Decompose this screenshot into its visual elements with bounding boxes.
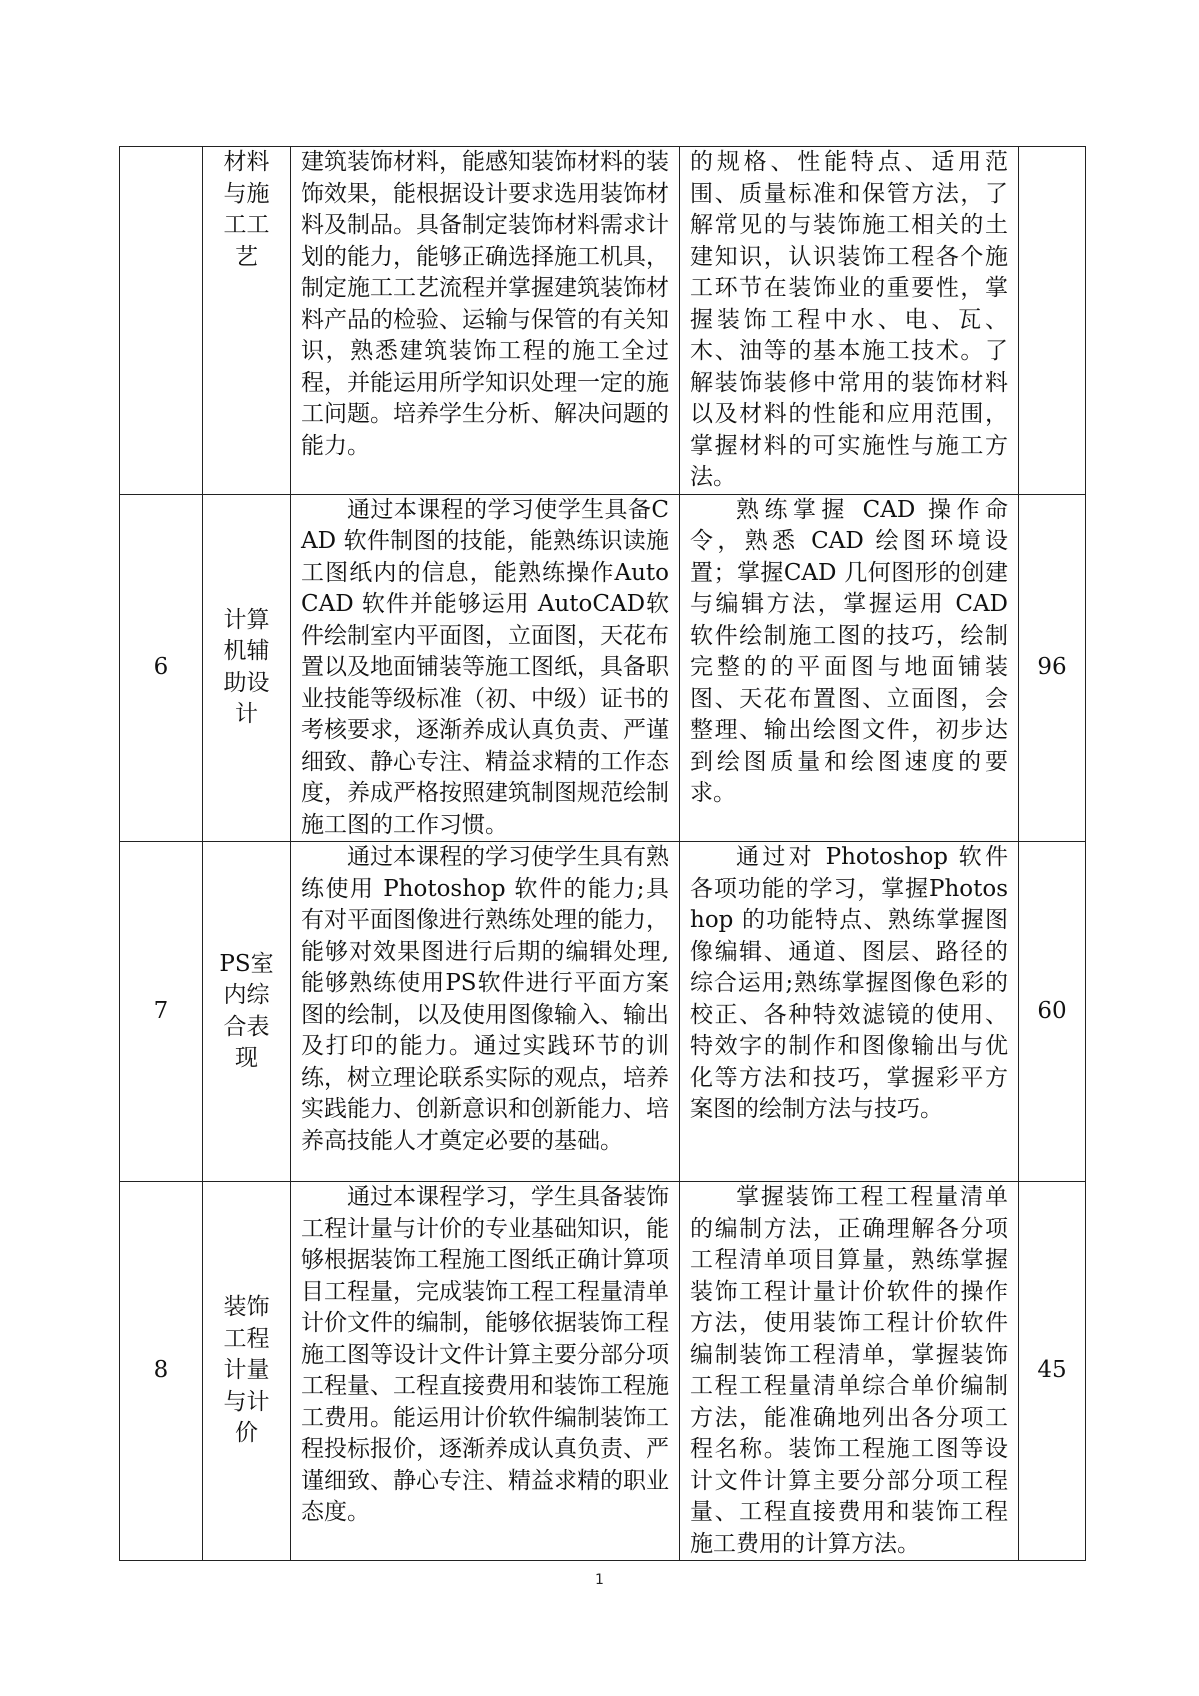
course-hours: 96 xyxy=(1019,494,1086,842)
course-name: PS室内综合表现 xyxy=(219,950,274,1071)
course-goal: 通过本课程的学习使学生具备CAD 软件制图的技能，能熟练识读施工图纸内的信息，能熟练操作AutoCAD 软件并能够运用 AutoCAD软件绘制室内平面图，立面图，天花布置以及地面铺装等施工图纸，具备职业技能等级标准（初、中级）证书的考核要求，逐渐养成认真负责、严谨细致、静心专注、精益求精的工作态度，养成严格按照建筑制图规范绘制施工图的工作习惯。 xyxy=(301,496,669,838)
course-content-cell xyxy=(680,147,1019,495)
table-row xyxy=(120,1182,1086,1561)
course-name: 装饰工程计量与计价 xyxy=(223,1294,270,1447)
table-row xyxy=(120,494,1086,842)
course-table xyxy=(119,146,1086,1561)
course-content: 的规格、性能特点、适用范围、质量标准和保管方法，了解常见的与装饰施工相关的土建知识，认识装饰工程各个施工环节在装饰业的重要性，掌握装饰工程中水、电、瓦、木、油等的基本施工技术。了解装饰装修中常用的装饰材料以及材料的性能和应用范围，掌握材料的可实施性与施工方法。 xyxy=(690,149,1008,490)
course-hours xyxy=(1019,147,1086,495)
course-number: 8 xyxy=(120,1182,203,1561)
course-content-cell xyxy=(680,1182,1019,1561)
course-goal: 建筑装饰材料，能感知装饰材料的装饰效果，能根据设计要求选用装饰材料及制品。具备制定装饰材料需求计划的能力，能够正确选择施工机具，制定施工工艺流程并掌握建筑装饰材料产品的检验、运输与保管的有关知识，熟悉建筑装饰工程的施工全过程，并能运用所学知识处理一定的施工问题。培养学生分析、解决问题的能力。 xyxy=(301,149,669,459)
course-goal-cell xyxy=(291,1182,680,1561)
course-name: 材料与施工工艺 xyxy=(223,149,270,270)
course-name-cell xyxy=(203,1182,291,1561)
course-content: 熟练掌握 CAD 操作命令，熟悉 CAD 绘图环境设置；掌握CAD 几何图形的创建与编辑方法，掌握运用 CAD 软件绘制施工图的技巧，绘制完整的的平面图与地面铺装图、天花布置图、立面图，会整理、输出绘图文件，初步达到绘图质量和绘图速度的要求。 xyxy=(690,496,1008,806)
course-name-cell xyxy=(203,494,291,842)
course-content-cell xyxy=(680,842,1019,1182)
course-name: 计算机辅助设计 xyxy=(223,606,270,728)
course-goal: 通过本课程的学习使学生具有熟练使用 Photoshop 软件的能力;具有对平面图像进行熟练处理的能力，能够对效果图进行后期的编辑处理,能够熟练使用PS软件进行平面方案图的绘制，以及使用图像输入、输出及打印的能力。通过实践环节的训练，树立理论联系实际的观点，培养实践能力、创新意识和创新能力、培养高技能人才奠定必要的基础。 xyxy=(301,844,669,1154)
course-hours: 45 xyxy=(1019,1182,1086,1561)
page-number: 1 xyxy=(595,1572,604,1588)
course-goal: 通过本课程学习，学生具备装饰工程计量与计价的专业基础知识，能够根据装饰工程施工图纸正确计算项目工程量，完成装饰工程工程量清单计价文件的编制，能够依据装饰工程施工图等设计文件计算主要分部分项工程量、工程直接费用和装饰工程施工费用。能运用计价软件编制装饰工程投标报价，逐渐养成认真负责、严谨细致、静心专注、精益求精的职业态度。 xyxy=(301,1184,669,1525)
course-number: 7 xyxy=(120,842,203,1182)
course-name-cell xyxy=(203,147,291,495)
course-goal-cell xyxy=(291,842,680,1182)
course-goal-cell xyxy=(291,494,680,842)
course-content: 通过对 Photoshop 软件各项功能的学习，掌握Photoshop 的功能特点、熟练掌握图像编辑、通道、图层、路径的综合运用;熟练掌握图像色彩的校正、各种特效滤镜的使用、特效字的制作和图像输出与优化等方法和技巧，掌握彩平方案图的绘制方法与技巧。 xyxy=(690,844,1008,1122)
course-goal-cell xyxy=(291,147,680,495)
course-content-cell xyxy=(680,494,1019,842)
course-number xyxy=(120,147,203,495)
course-number: 6 xyxy=(120,494,203,842)
table-row xyxy=(120,147,1086,495)
course-name-cell xyxy=(203,842,291,1182)
course-content: 掌握装饰工程工程量清单的编制方法，正确理解各分项工程清单项目算量，熟练掌握装饰工程计量计价软件的操作方法，使用装饰工程计价软件编制装饰工程清单，掌握装饰工程工程量清单综合单价编制方法，能准确地列出各分项工程名称。装饰工程施工图等设计文件计算主要分部分项工程量、工程直接费用和装饰工程施工费用的计算方法。 xyxy=(690,1184,1008,1557)
course-hours: 60 xyxy=(1019,842,1086,1182)
table-row xyxy=(120,842,1086,1182)
